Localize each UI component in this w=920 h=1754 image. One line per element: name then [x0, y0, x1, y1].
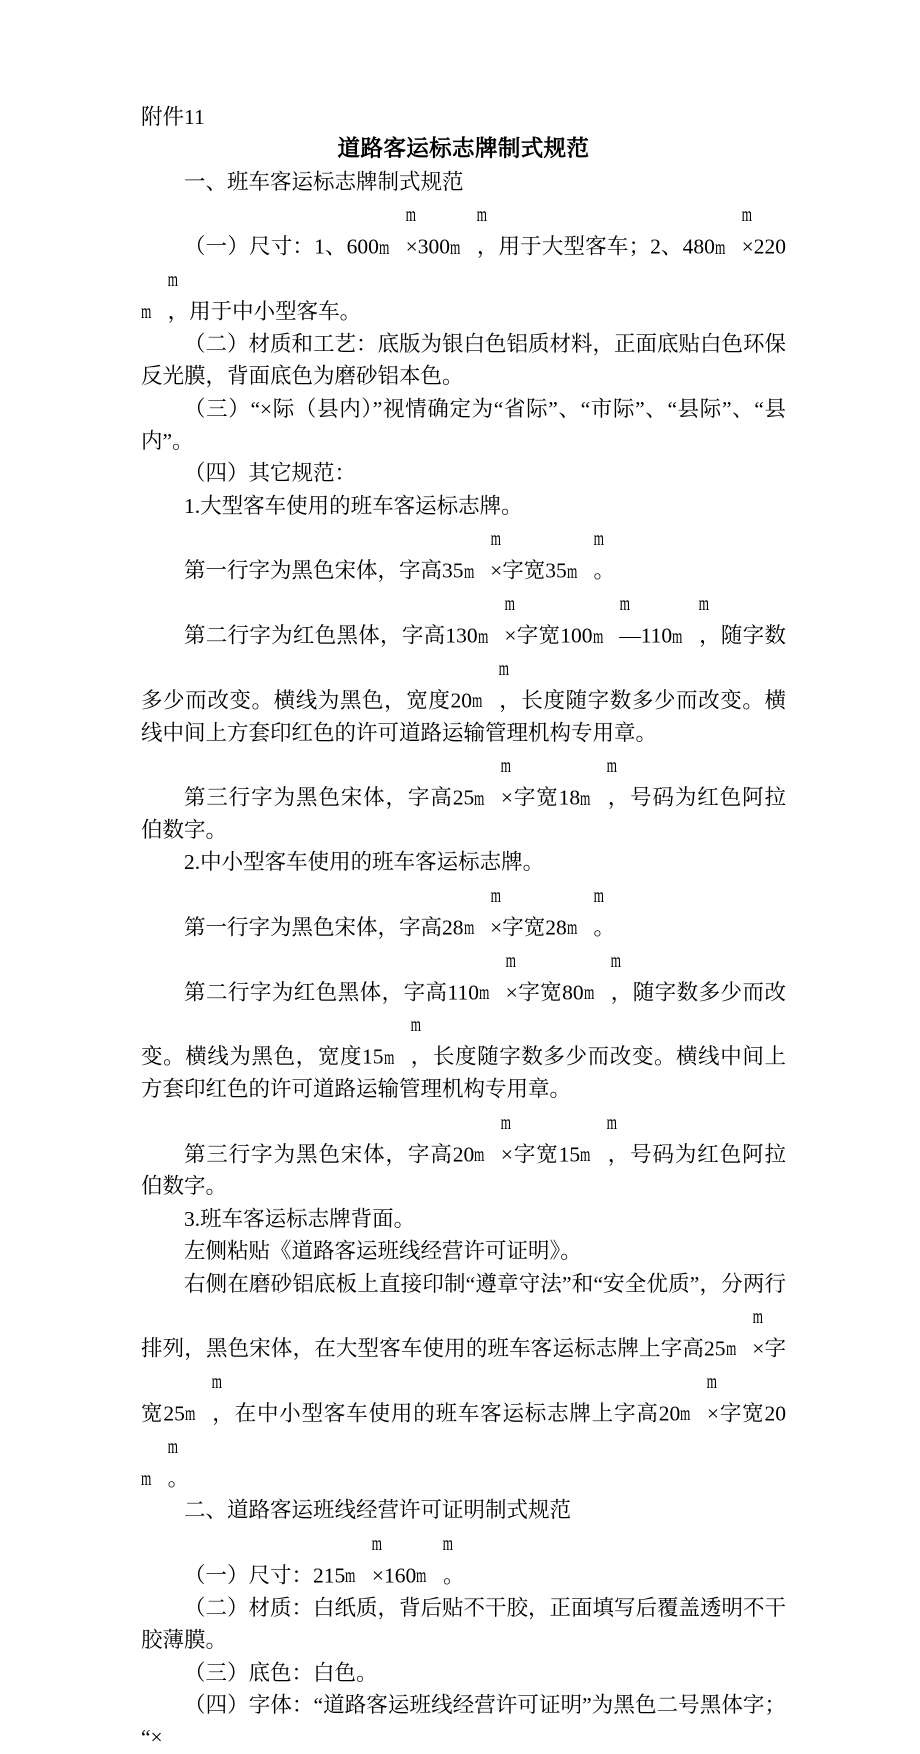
paragraph: 左侧粘贴《道路客运班线经营许可证明》。: [184, 1239, 582, 1264]
unit-mm: mm: [449, 202, 487, 259]
paragraph: 二、道路客运班线经营许可证明制式规范: [184, 1498, 572, 1523]
unit-mm: mm: [474, 753, 511, 810]
paragraph: 第一行字为黑色宋体，字高28mm ×字宽28mm 。: [141, 879, 786, 944]
unit-mm: mm: [378, 202, 416, 259]
paragraph: 第一行字为黑色宋体，字高35mm ×字宽35mm 。: [141, 522, 786, 587]
paragraph: 1.大型客车使用的班车客运标志牌。: [184, 493, 523, 518]
unit-mm: mm: [463, 882, 501, 940]
unit-mm: mm: [580, 753, 617, 810]
paragraph: 第三行字为黑色宋体，字高20mm ×字宽15mm ，号码为红色阿拉伯数字。: [141, 1106, 786, 1203]
unit-mm: mm: [477, 591, 515, 648]
unit-mm: mm: [566, 882, 604, 940]
unit-mm: mm: [141, 1433, 178, 1491]
unit-mm: mm: [592, 591, 630, 648]
unit-mm: mm: [672, 591, 709, 648]
paragraph: （三）底色：白色。: [184, 1660, 378, 1685]
paragraph: （二）材质和工艺：底版为银白色铝质材料，正面底贴白色环保反光膜，背面底色为磨砂铝本色。: [141, 331, 787, 389]
unit-mm: mm: [345, 1530, 382, 1588]
page-title: 道路客运标志牌制式规范: [337, 136, 590, 162]
unit-mm: mm: [583, 947, 621, 1004]
unit-mm: mm: [383, 1012, 421, 1069]
paragraph: 右侧在磨砂铝底板上直接印制“遵章守法”和“安全优质”，分两行排列，黑色宋体，在大型客车使用的班车客运标志牌上字高25mm ×字宽25mm ，在中小型客车使用的班车客运标志牌上字高20mm ×字宽20mm 。: [141, 1268, 786, 1495]
paragraph: 第二行字为红色黑体，字高130mm ×字宽100mm —110mm ，随字数多少而改变。横线为黑色，宽度20mm ，长度随字数多少而改变。横线中间上方套印红色的许可道路运输管理机构专用章。: [141, 587, 786, 749]
unit-mm: mm: [184, 1368, 222, 1426]
paragraph: 第二行字为红色黑体，字高110mm ×字宽80mm ，随字数多少而改变。横线为黑色，宽度15mm ，长度随字数多少而改变。横线中间上方套印红色的许可道路运输管理机构专用章。: [141, 944, 786, 1106]
attachment-label: 附件11: [141, 105, 205, 129]
document-body: [141, 101, 786, 1754]
paragraph: （四）字体：“道路客运班线经营许可证明”为黑色二号黑体字；“×: [141, 1692, 786, 1750]
paragraph: （一）尺寸：1、600mm ×300mm ，用于大型客车；2、480mm ×220mm ，用于中小型客车。: [141, 198, 786, 328]
paragraph: 第三行字为黑色宋体，字高25mm ×字宽18mm ，号码为红色阿拉伯数字。: [141, 749, 786, 846]
paragraph: （二）材质：白纸质，背后贴不干胶，正面填写后覆盖透明不干胶薄膜。: [141, 1595, 787, 1653]
unit-mm: mm: [471, 655, 509, 713]
unit-mm: mm: [478, 947, 516, 1004]
unit-mm: mm: [416, 1530, 454, 1588]
paragraph: 一、班车客运标志牌制式规范: [184, 169, 464, 194]
unit-mm: mm: [474, 1109, 511, 1166]
paragraph-list: [141, 166, 786, 1754]
unit-mm: mm: [714, 202, 752, 259]
unit-mm: mm: [580, 1109, 617, 1166]
unit-mm: mm: [141, 267, 178, 324]
unit-mm: mm: [463, 526, 501, 583]
paragraph: （三）“×际（县内）”视情确定为“省际”、“市际”、“县际”、“县内”。: [141, 396, 786, 454]
unit-mm: mm: [566, 526, 604, 583]
paragraph: 2.中小型客车使用的班车客运标志牌。: [184, 850, 545, 875]
paragraph: （一）尺寸：215mm ×160mm 。: [141, 1527, 786, 1592]
paragraph: （四）其它规范：: [184, 461, 357, 486]
paragraph: 3.班车客运标志牌背面。: [184, 1206, 416, 1231]
unit-mm: mm: [725, 1304, 763, 1361]
unit-mm: mm: [680, 1368, 717, 1426]
